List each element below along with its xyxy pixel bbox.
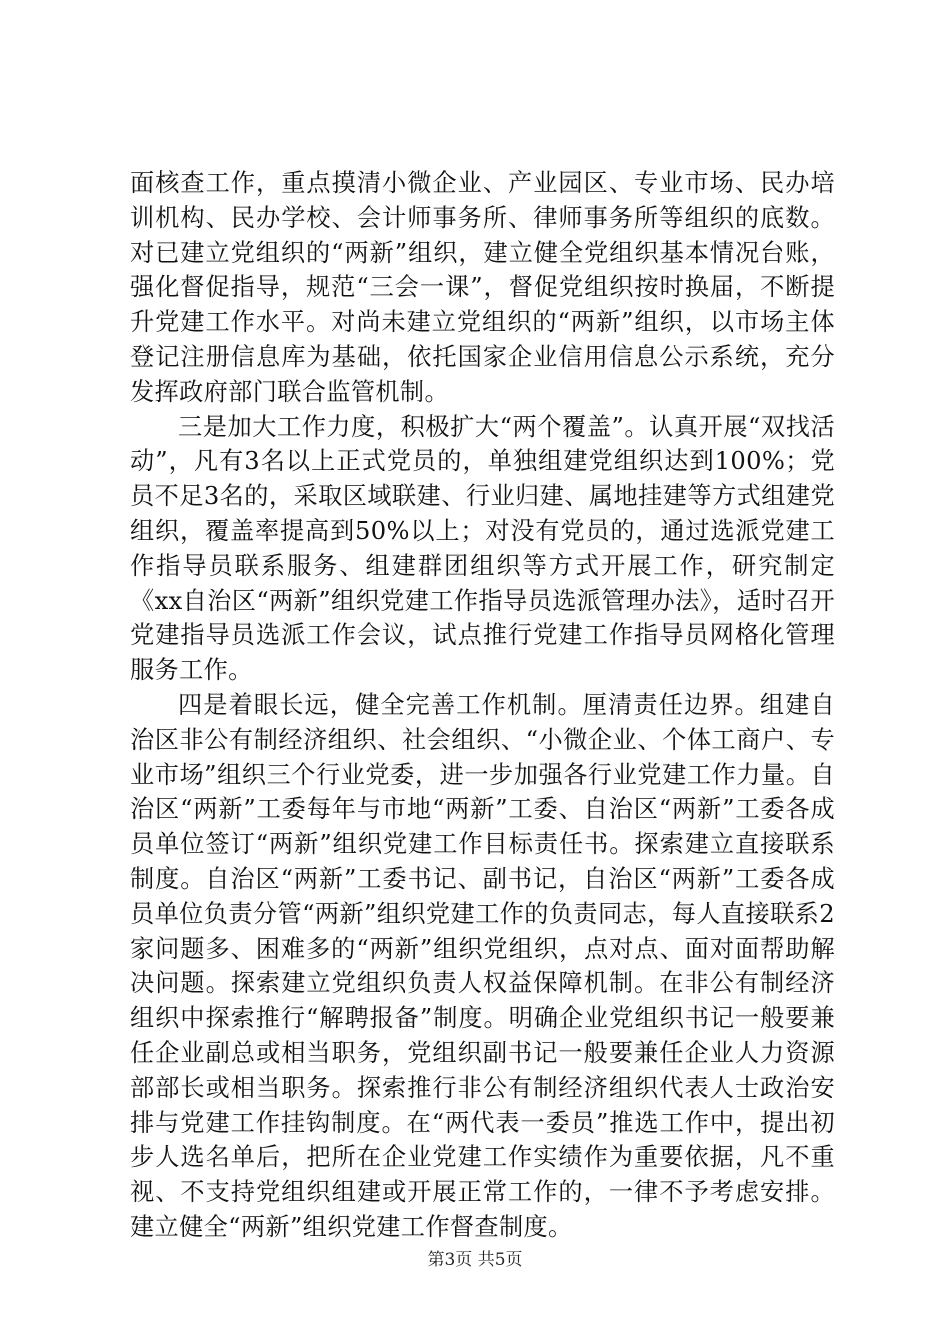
paragraph-3: 四是着眼长远，健全完善工作机制。厘清责任边界。组建自治区非公有制经济组织、社会组织、“小微企业、个体工商户、专业市场”组织三个行业党委，进一步加强各行业党建工作力量。自治区“两新”工委每年与市地“两新”工委、自治区“两新”工委各成员单位签订“两新”组织党建工作目标责任书。探索建立直接联系制度。自治区“两新”工委书记、副书记，自治区“两新”工委各成员单位负责分管“两新”组织党建工作的负责同志，每人直接联系2家问题多、困难多的“两新”组织党组织，点对点、面对面帮助解决问题。探索建立党组织负责人权益保障机制。在非公有制经济组织中探索推行“解聘报备”制度。明确企业党组织书记一般要兼任企业副总或相当职务，党组织副书记一般要兼任企业人力资源部部长或相当职务。探索推行非公有制经济组织代表人士政治安排与党建工作挂钩制度。在“两代表一委员”推选工作中，提出初步人选名单后，把所在企业党建工作实绩作为重要依据，凡不重视、不支持党组织组建或开展正常工作的，一律不予考虑安排。建立健全“两新”组织党建工作督查制度。 <box>130 690 835 1241</box>
page-number-footer: 第3页 共5页 <box>427 1250 523 1270</box>
paragraph-2: 三是加大工作力度，积极扩大“两个覆盖”。认真开展“双找活动”，凡有3名以上正式党员的，单独组建党组织达到100%；党员不足3名的，采取区域联建、行业归建、属地挂建等方式组建党组织，覆盖率提高到50%以上；对没有党员的，通过选派党建工作指导员联系服务、组建群团组织等方式开展工作，研究制定《xx自治区“两新”组织党建工作指导员选派管理办法》，适时召开党建指导员选派工作会议，试点推行党建工作指导员网格化管理服务工作。 <box>130 412 835 685</box>
document-body <box>130 166 835 1245</box>
paragraph-1: 面核查工作，重点摸清小微企业、产业园区、专业市场、民办培训机构、民办学校、会计师事务所、律师事务所等组织的底数。对已建立党组织的“两新”组织，建立健全党组织基本情况台账，强化督促指导，规范“三会一课”，督促党组织按时换届，不断提升党建工作水平。对尚未建立党组织的“两新”组织，以市场主体登记注册信息库为基础，依托国家企业信用信息公示系统，充分发挥政府部门联合监管机制。 <box>130 169 835 406</box>
